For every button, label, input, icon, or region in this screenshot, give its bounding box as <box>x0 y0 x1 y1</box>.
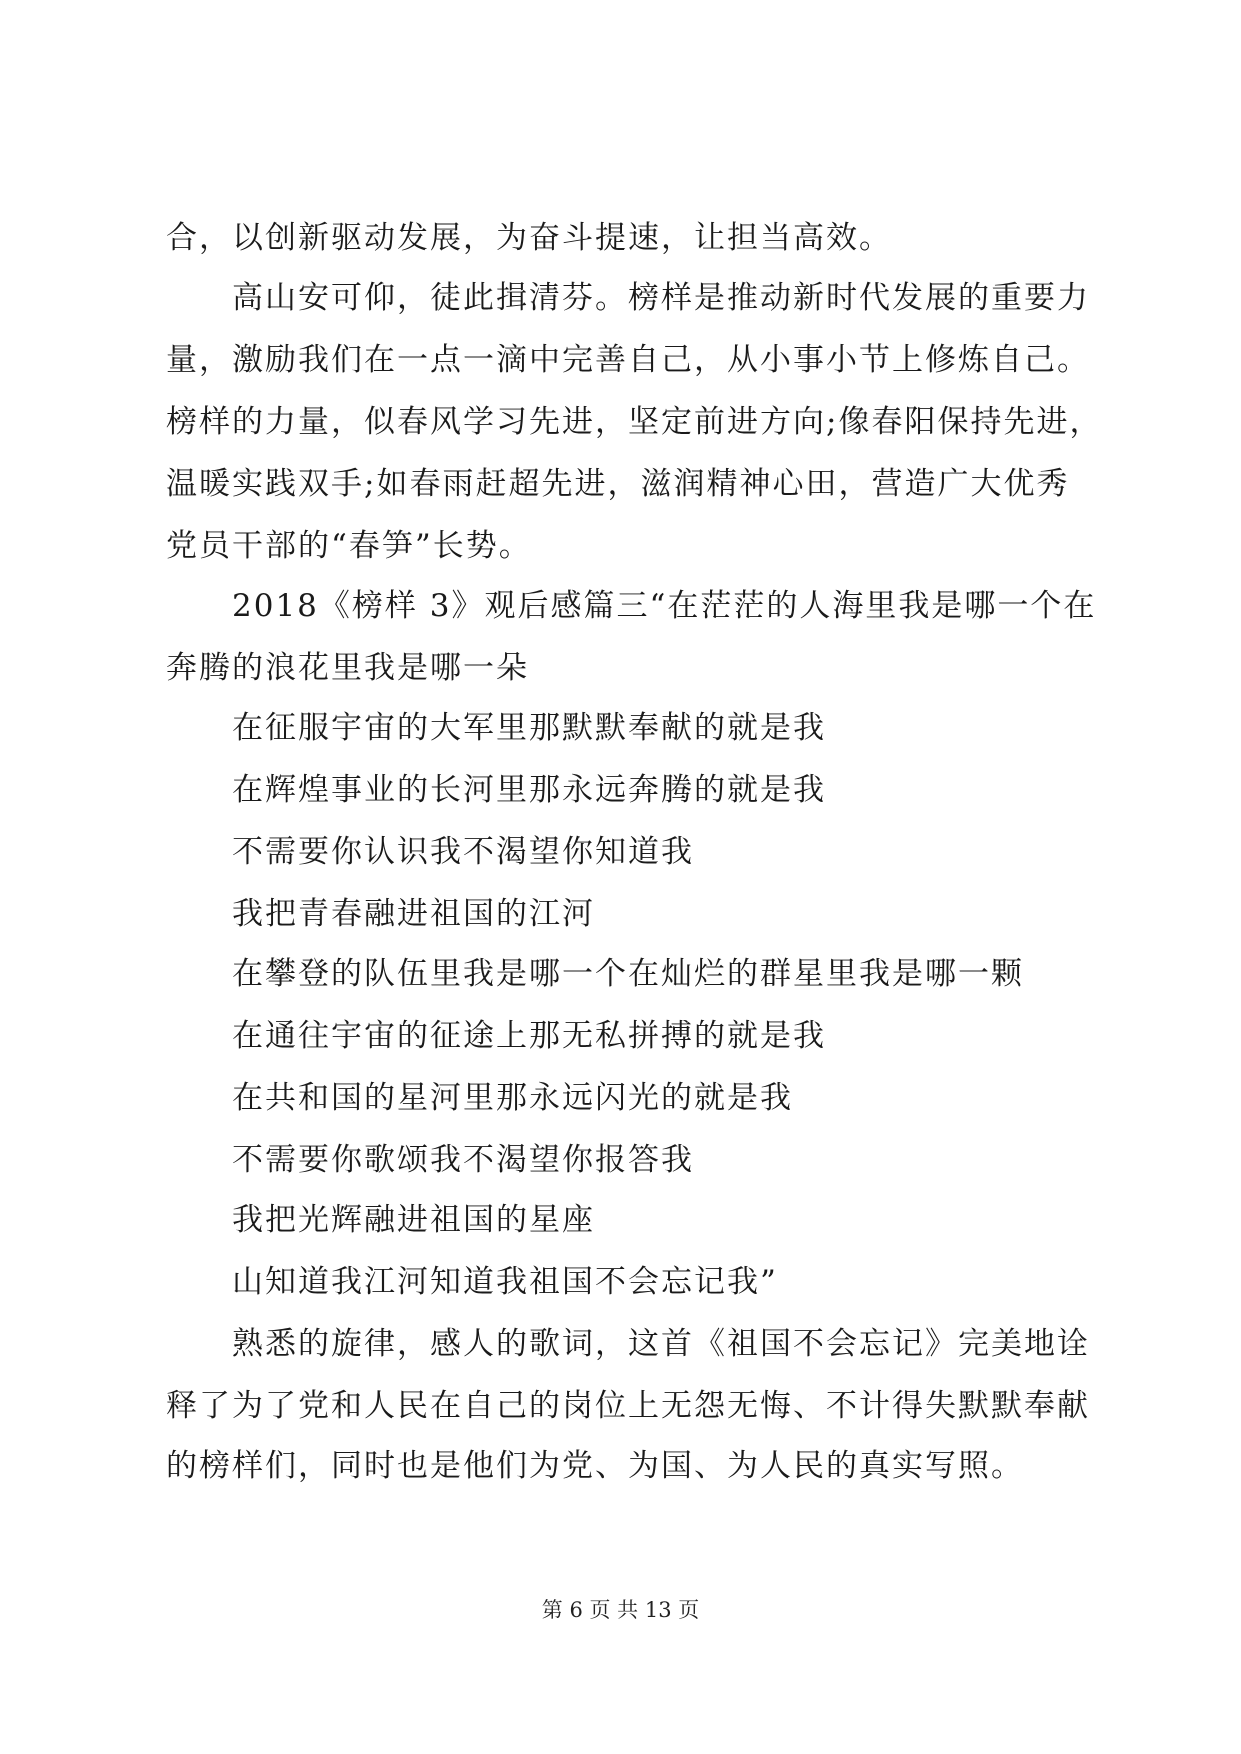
text-line: 温暖实践双手;如春雨赶超先进，滋润精神心田，营造广大优秀 <box>166 466 1070 502</box>
lyric-line: 在共和国的星河里那永远闪光的就是我 <box>232 1080 793 1116</box>
text-line: 的榜样们，同时也是他们为党、为国、为人民的真实写照。 <box>166 1448 1024 1484</box>
lyric-line: 山知道我江河知道我祖国不会忘记我” <box>232 1264 778 1300</box>
lyric-line: 在辉煌事业的长河里那永远奔腾的就是我 <box>232 772 826 808</box>
lyric-line: 我把青春融进祖国的江河 <box>232 896 595 932</box>
text-line: 合，以创新驱动发展，为奋斗提速，让担当高效。 <box>166 220 892 256</box>
text-line: 党员干部的“春笋”长势。 <box>166 528 532 564</box>
lyric-line: 在通往宇宙的征途上那无私拼搏的就是我 <box>232 1018 826 1054</box>
text-line: 奔腾的浪花里我是哪一朵 <box>166 650 529 686</box>
lyric-line: 不需要你认识我不渴望你知道我 <box>232 834 694 870</box>
text-line: 释了为了党和人民在自己的岗位上无怨无悔、不计得失默默奉献 <box>166 1388 1090 1424</box>
lyric-line: 我把光辉融进祖国的星座 <box>232 1202 595 1238</box>
page-number-footer: 第 6 页 共 13 页 <box>541 1598 700 1622</box>
paragraph-start-line: 2018《榜样 3》观后感篇三“在茫茫的人海里我是哪一个在 <box>232 588 1097 624</box>
text-line: 量，激励我们在一点一滴中完善自己，从小事小节上修炼自己。 <box>166 342 1090 378</box>
paragraph-start-line: 熟悉的旋律，感人的歌词，这首《祖国不会忘记》完美地诠 <box>232 1326 1090 1362</box>
lyric-line: 在征服宇宙的大军里那默默奉献的就是我 <box>232 710 826 746</box>
paragraph-start-line: 高山安可仰，徒此揖清芬。榜样是推动新时代发展的重要力 <box>232 280 1090 316</box>
lyric-line: 不需要你歌颂我不渴望你报答我 <box>232 1142 694 1178</box>
lyric-line: 在攀登的队伍里我是哪一个在灿烂的群星里我是哪一颗 <box>232 956 1024 992</box>
text-line: 榜样的力量，似春风学习先进，坚定前进方向;像春阳保持先进， <box>166 404 1103 440</box>
